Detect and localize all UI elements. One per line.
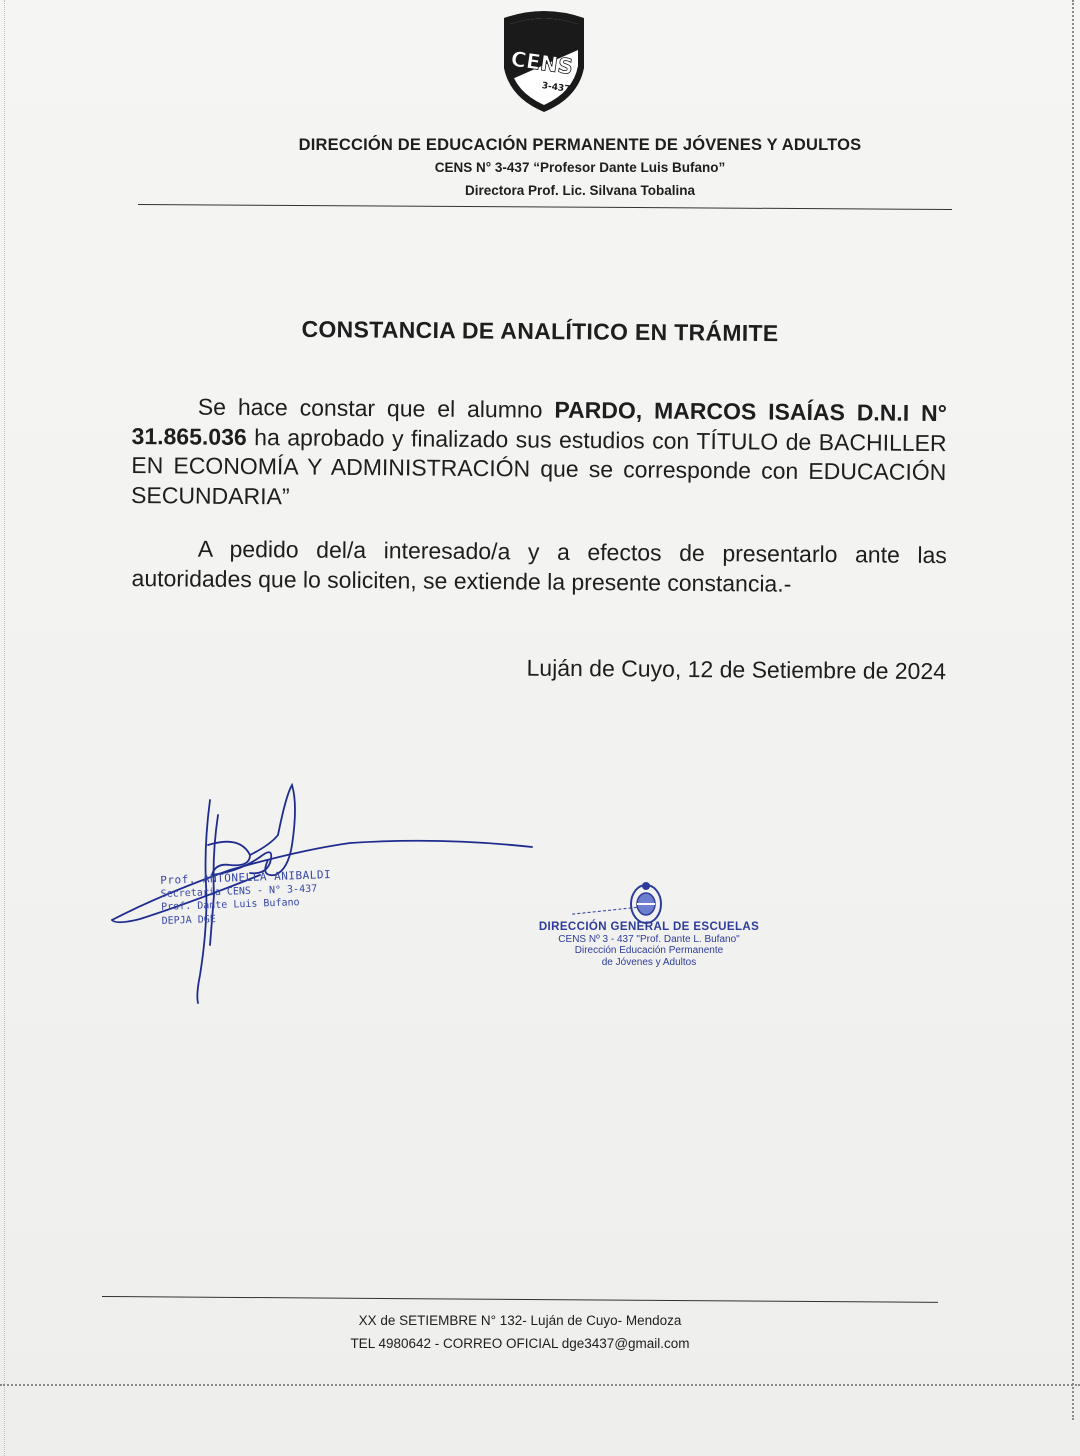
student-name-dni: PARDO, MARCOS ISAÍAS D.N.I N° 31.865.036 xyxy=(131,396,947,450)
footer-divider xyxy=(102,1296,938,1303)
stamp-right-title: DIRECCIÓN GENERAL DE ESCUELAS xyxy=(538,921,760,933)
paragraph-request: A pedido del/a interesado/a y a efectos de presentarlo ante las autoridades que lo soliciten, se extiende la presente constancia.- xyxy=(131,535,947,597)
stamp-left-role: Secretaria CENS - N° 3-437 xyxy=(160,883,318,900)
coat-of-arms-seal xyxy=(628,880,664,926)
institution-stamp xyxy=(520,922,778,968)
logo-number: 3-437 xyxy=(541,81,571,95)
stamp-left-name: Prof. ANTONELLA ANIBALDI xyxy=(160,868,332,887)
header-institution: DIRECCIÓN DE EDUCACIÓN PERMANENTE DE JÓVENES Y ADULTOS xyxy=(298,136,862,154)
footer-contact: TEL 4980642 - CORREO OFICIAL dge3437@gmail.com xyxy=(350,1336,690,1351)
page-edge-bottom xyxy=(0,1384,1080,1386)
secretary-stamp xyxy=(160,867,352,928)
stamp-left-dept: DEPJA DGE xyxy=(161,913,216,927)
header-director: Directora Prof. Lic. Silvana Tobalina xyxy=(464,183,696,198)
cens-shield-logo xyxy=(498,10,590,114)
stamp-right-audience: de Jóvenes y Adultos xyxy=(601,956,697,968)
paragraph-certification xyxy=(131,392,947,517)
page-edge-right xyxy=(1072,0,1074,1420)
stamp-left-school: Prof. Dante Luis Bufano xyxy=(160,897,300,913)
p1-body: ha aprobado y finalizado sus estudios con TÍTULO de BACHILLER EN ECONOMÍA Y ADMINISTRACIÓN que se corresponde con EDUCACIÓN SECUNDARIA” xyxy=(130,423,947,509)
place-and-date: Luján de Cuyo, 12 de Setiembre de 2024 xyxy=(526,654,947,685)
header-divider xyxy=(138,204,952,210)
header-school: CENS N° 3-437 “Profesor Dante Luis Bufano” xyxy=(434,160,726,175)
logo-text: CENS xyxy=(509,46,575,80)
document-title: CONSTANCIA DE ANALÍTICO EN TRÁMITE xyxy=(301,315,779,347)
stamp-right-direction: Dirección Educación Permanente xyxy=(574,945,724,956)
p1-intro: Se hace constar que el alumno xyxy=(197,393,555,423)
footer-address: XX de SETIEMBRE N° 132- Luján de Cuyo- Mendoza xyxy=(358,1313,682,1328)
stamp-right-school: CENS Nº 3 - 437 "Prof. Dante L. Bufano" xyxy=(558,933,740,945)
page-edge-left xyxy=(4,0,5,1456)
